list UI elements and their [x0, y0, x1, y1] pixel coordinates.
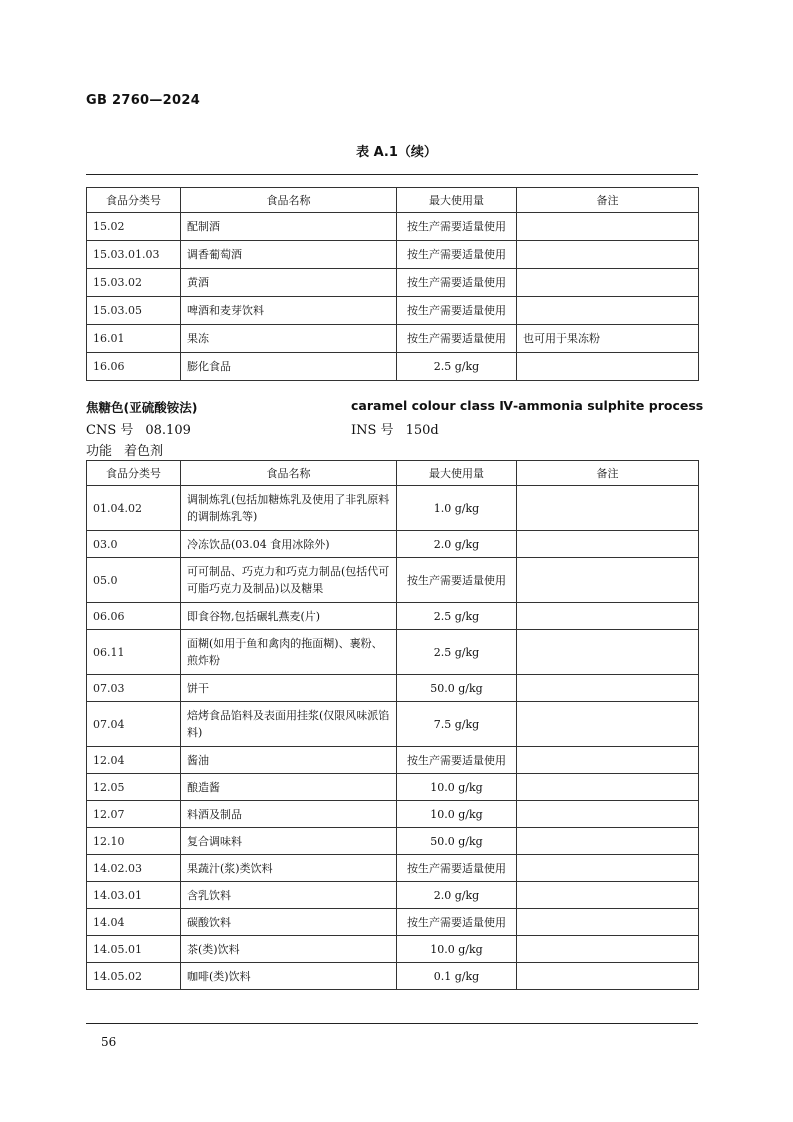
remark: 也可用于果冻粉	[517, 325, 699, 353]
table-row	[87, 963, 699, 990]
function	[86, 440, 163, 459]
document-code: GB 2760—2024	[86, 93, 201, 108]
column-header-max: 最大使用量	[397, 188, 517, 213]
food-name: 咖啡(类)饮料	[181, 963, 397, 990]
page-number: 56	[101, 1035, 117, 1049]
max-usage: 2.5 g/kg	[397, 603, 517, 630]
table-row	[87, 325, 699, 353]
max-usage: 50.0 g/kg	[397, 675, 517, 702]
food-category-code: 14.05.02	[87, 963, 181, 990]
ins-label: INS 号	[351, 423, 394, 438]
food-category-code: 15.02	[87, 213, 181, 241]
max-usage: 1.0 g/kg	[397, 486, 517, 531]
max-usage: 10.0 g/kg	[397, 801, 517, 828]
food-name: 膨化食品	[181, 353, 397, 381]
food-name: 配制酒	[181, 213, 397, 241]
food-category-code: 07.03	[87, 675, 181, 702]
top-rule	[86, 174, 698, 175]
food-category-code: 15.03.01.03	[87, 241, 181, 269]
table-row	[87, 213, 699, 241]
food-name: 含乳饮料	[181, 882, 397, 909]
remark	[517, 963, 699, 990]
table-row	[87, 675, 699, 702]
remark	[517, 353, 699, 381]
food-name: 饼干	[181, 675, 397, 702]
max-usage: 按生产需要适量使用	[397, 269, 517, 297]
table-row	[87, 603, 699, 630]
table-row	[87, 702, 699, 747]
food-name: 复合调味料	[181, 828, 397, 855]
max-usage: 按生产需要适量使用	[397, 325, 517, 353]
table-row	[87, 855, 699, 882]
additive-table-continued	[86, 187, 699, 381]
max-usage: 按生产需要适量使用	[397, 855, 517, 882]
additive-name-en: caramel colour class Ⅳ-ammonia sulphite process	[351, 398, 704, 413]
cns-label: CNS 号	[86, 423, 134, 438]
remark	[517, 702, 699, 747]
remark	[517, 936, 699, 963]
food-name: 调制炼乳(包括加糖炼乳及使用了非乳原料的调制炼乳等)	[181, 486, 397, 531]
bottom-rule	[86, 1023, 698, 1024]
food-category-code: 16.01	[87, 325, 181, 353]
column-header-note: 备注	[517, 188, 699, 213]
table-row	[87, 241, 699, 269]
food-name: 黄酒	[181, 269, 397, 297]
table-row	[87, 531, 699, 558]
food-category-code: 12.10	[87, 828, 181, 855]
max-usage: 2.5 g/kg	[397, 353, 517, 381]
remark	[517, 558, 699, 603]
function-label: 功能	[86, 444, 113, 459]
food-category-code: 12.07	[87, 801, 181, 828]
caramel-colour-table	[86, 460, 699, 990]
column-header-max: 最大使用量	[397, 461, 517, 486]
table-row	[87, 882, 699, 909]
food-category-code: 14.05.01	[87, 936, 181, 963]
max-usage: 2.5 g/kg	[397, 630, 517, 675]
remark	[517, 297, 699, 325]
table-row	[87, 486, 699, 531]
food-name: 酿造酱	[181, 774, 397, 801]
additive-name-cn: 焦糖色(亚硫酸铵法)	[86, 400, 198, 415]
food-category-code: 06.06	[87, 603, 181, 630]
column-header-name: 食品名称	[181, 188, 397, 213]
ins-value: 150d	[405, 423, 439, 438]
food-category-code: 06.11	[87, 630, 181, 675]
food-name: 料酒及制品	[181, 801, 397, 828]
remark	[517, 801, 699, 828]
remark	[517, 630, 699, 675]
table-row	[87, 909, 699, 936]
max-usage: 7.5 g/kg	[397, 702, 517, 747]
max-usage: 按生产需要适量使用	[397, 241, 517, 269]
food-name: 果蔬汁(浆)类饮料	[181, 855, 397, 882]
cns-value: 08.109	[145, 423, 191, 438]
food-category-code: 03.0	[87, 531, 181, 558]
food-category-code: 16.06	[87, 353, 181, 381]
food-category-code: 12.05	[87, 774, 181, 801]
food-name: 即食谷物,包括碾轧燕麦(片)	[181, 603, 397, 630]
max-usage: 按生产需要适量使用	[397, 909, 517, 936]
food-category-code: 15.03.05	[87, 297, 181, 325]
max-usage: 按生产需要适量使用	[397, 747, 517, 774]
food-category-code: 12.04	[87, 747, 181, 774]
max-usage: 按生产需要适量使用	[397, 297, 517, 325]
max-usage: 10.0 g/kg	[397, 936, 517, 963]
max-usage: 50.0 g/kg	[397, 828, 517, 855]
food-name: 茶(类)饮料	[181, 936, 397, 963]
remark	[517, 774, 699, 801]
food-category-code: 14.04	[87, 909, 181, 936]
food-name: 可可制品、巧克力和巧克力制品(包括代可可脂巧克力及制品)以及糖果	[181, 558, 397, 603]
max-usage: 按生产需要适量使用	[397, 213, 517, 241]
remark	[517, 675, 699, 702]
table-row	[87, 297, 699, 325]
remark	[517, 213, 699, 241]
table-row	[87, 630, 699, 675]
remark	[517, 241, 699, 269]
table-row	[87, 828, 699, 855]
max-usage: 0.1 g/kg	[397, 963, 517, 990]
max-usage: 10.0 g/kg	[397, 774, 517, 801]
remark	[517, 855, 699, 882]
food-name: 碳酸饮料	[181, 909, 397, 936]
food-name: 啤酒和麦芽饮料	[181, 297, 397, 325]
remark	[517, 531, 699, 558]
table-row	[87, 801, 699, 828]
remark	[517, 486, 699, 531]
max-usage: 2.0 g/kg	[397, 531, 517, 558]
table-row	[87, 747, 699, 774]
column-header-code: 食品分类号	[87, 461, 181, 486]
food-name: 冷冻饮品(03.04 食用冰除外)	[181, 531, 397, 558]
table-row	[87, 936, 699, 963]
food-category-code: 05.0	[87, 558, 181, 603]
column-header-name: 食品名称	[181, 461, 397, 486]
remark	[517, 882, 699, 909]
food-category-code: 14.03.01	[87, 882, 181, 909]
cns-number	[86, 419, 191, 438]
remark	[517, 909, 699, 936]
food-category-code: 14.02.03	[87, 855, 181, 882]
remark	[517, 828, 699, 855]
remark	[517, 603, 699, 630]
max-usage: 按生产需要适量使用	[397, 558, 517, 603]
table-row	[87, 558, 699, 603]
food-category-code: 15.03.02	[87, 269, 181, 297]
food-name: 调香葡萄酒	[181, 241, 397, 269]
remark	[517, 269, 699, 297]
table-header-row	[87, 461, 699, 486]
food-name: 酱油	[181, 747, 397, 774]
column-header-note: 备注	[517, 461, 699, 486]
max-usage: 2.0 g/kg	[397, 882, 517, 909]
remark	[517, 747, 699, 774]
food-category-code: 01.04.02	[87, 486, 181, 531]
table-row	[87, 269, 699, 297]
column-header-code: 食品分类号	[87, 188, 181, 213]
food-name: 果冻	[181, 325, 397, 353]
function-value: 着色剂	[124, 444, 164, 459]
table-caption: 表 A.1（续）	[356, 145, 437, 160]
table-header-row	[87, 188, 699, 213]
table-row	[87, 353, 699, 381]
food-name: 焙烤食品馅料及表面用挂浆(仅限风味派馅料)	[181, 702, 397, 747]
food-name: 面糊(如用于鱼和禽肉的拖面糊)、裹粉、煎炸粉	[181, 630, 397, 675]
table-row	[87, 774, 699, 801]
food-category-code: 07.04	[87, 702, 181, 747]
ins-number	[351, 419, 439, 438]
